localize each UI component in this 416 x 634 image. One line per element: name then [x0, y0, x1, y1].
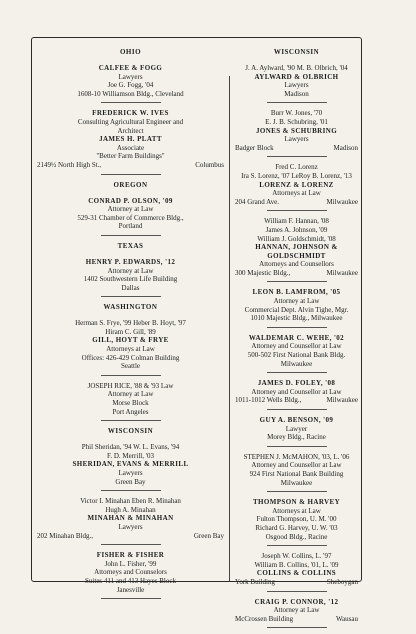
directory-entry	[32, 497, 229, 540]
separator-rule	[267, 545, 327, 546]
entry-line: Attorney at Law	[273, 606, 320, 615]
separator-rule	[267, 210, 327, 211]
separator-rule	[267, 156, 327, 157]
directory-entry	[230, 498, 363, 541]
entry-line: 924 First National Bank Building	[249, 469, 344, 478]
address-city: Green Bay	[193, 531, 224, 540]
entry-line: 500-502 First National Bank Bldg.	[247, 351, 346, 360]
state-header: WASHINGTON	[103, 303, 158, 312]
entry-line: Seattle	[120, 362, 141, 371]
entry-line: Lawyers	[118, 469, 143, 477]
entry-line: William F. Hannan, '08	[264, 217, 329, 226]
firm-name: LORENZ & LORENZ	[259, 180, 334, 189]
entry-line: Attorney at Law	[107, 266, 154, 275]
entry-line: JOSEPH RICE, '88 & '93 Law	[87, 381, 174, 390]
firm-name: CRAIG P. CONNOR, '12	[254, 597, 339, 606]
entry-line: J. A. Aylward, '90 M. B. Olbrich, '04	[245, 64, 348, 72]
entry-line: Hiram C. Gill, '89	[105, 327, 156, 336]
entry-line: Fulton Thompson, U. M. '00	[256, 515, 337, 524]
separator-rule	[267, 446, 327, 447]
firm-name: JONES & SCHUBRING	[255, 126, 338, 135]
address-line	[233, 396, 360, 405]
state-header: TEXAS	[117, 241, 144, 250]
directory-entry	[230, 163, 363, 206]
entry-line: Richard G. Harvey, U. W. '03	[255, 523, 338, 532]
firm-name: JAMES D. FOLEY, '08	[257, 379, 336, 388]
entry-line: Associate	[116, 143, 145, 152]
state-header: OHIO	[119, 48, 142, 56]
firm-name: CALFEE & FOGG	[98, 64, 163, 72]
entry-line: Consulting Agricultural Engineer and	[77, 117, 184, 126]
address-line	[233, 615, 360, 624]
entry-line: Attorney and Counsellor at Law	[251, 342, 342, 351]
directory-entry	[32, 109, 229, 169]
entry-line: E. J. B. Schubring, '01	[265, 117, 328, 126]
separator-rule	[101, 296, 161, 297]
entry-line: Portland	[118, 222, 143, 231]
entry-line: Attorneys and Counselors	[94, 568, 167, 577]
firm-name: HANNAN, JOHNSON &	[255, 243, 338, 252]
entry-line: Attorney and Counsellor at Law	[251, 387, 342, 396]
entry-line: Victor I. Minahan Eben R. Minahan	[80, 497, 181, 506]
directory-entry	[230, 598, 363, 624]
entry-line: Milwaukee	[280, 359, 313, 368]
directory-entry	[32, 443, 229, 486]
firm-name: FREDERICK W. IVES	[92, 109, 169, 118]
entry-line: Attorneys at Law	[106, 345, 155, 354]
entry-line: Attorney at Law	[107, 390, 154, 399]
firm-name: GOLDSCHMIDT	[267, 251, 326, 260]
firm-name: FISHER & FISHER	[96, 551, 165, 560]
address-city: Milwaukee	[326, 396, 358, 405]
address-left: McCrossen Building	[235, 614, 294, 623]
address-city: Milwaukee	[326, 268, 358, 277]
state-header: WISCONSIN	[273, 48, 320, 56]
address-left: 300 Majestic Bldg.,	[235, 268, 291, 277]
firm-name: MINAHAN & MINAHAN	[87, 514, 174, 523]
entry-line: F. D. Merrill, '03	[107, 451, 154, 460]
entry-line: Morse Block	[112, 399, 149, 408]
entry-line: Hugh A. Minahan	[105, 505, 156, 514]
entry-line: Burr W. Jones, '70	[270, 109, 323, 118]
entry-line: Attorney and Counsellor at Law	[251, 461, 342, 470]
directory-entry	[32, 64, 229, 98]
entry-line: James A. Johnson, '09	[265, 225, 328, 234]
separator-rule	[101, 375, 161, 376]
directory-entry	[230, 334, 363, 368]
address-line	[35, 532, 226, 541]
entry-line: Offices: 426-429 Colman Building	[81, 353, 180, 362]
state-header: WISCONSIN	[107, 427, 154, 436]
entry-line: 1608-10 Williamson Bldg., Cleveland	[77, 89, 184, 98]
entry-line: Suites 411 and 413 Hayes Block	[85, 576, 176, 585]
entry-line: "Better Farm Buildings"	[96, 152, 165, 161]
separator-rule	[101, 598, 161, 599]
entry-line: 529-31 Chamber of Commerce Bldg.,	[77, 213, 184, 222]
directory-entry	[230, 217, 363, 277]
entry-line: Phil Sheridan, '94 W. L. Evans, '94	[81, 443, 180, 452]
directory-frame	[31, 37, 362, 623]
entry-line: Lawyer	[285, 424, 308, 433]
separator-rule	[267, 281, 327, 282]
separator-rule	[267, 627, 327, 628]
entry-line: Attorneys at Law	[272, 506, 321, 515]
address-left: 2149½ North High St.,	[37, 160, 102, 169]
firm-name: COLLINS & COLLINS	[256, 569, 337, 578]
firm-name: LEON B. LAMFROM, '05	[252, 288, 341, 297]
address-line	[35, 161, 226, 170]
address-city: Madison	[333, 143, 358, 152]
entry-line: 1402 Southwestern Life Building	[83, 275, 178, 284]
entry-line: Attorney at Law	[273, 297, 320, 306]
state-header: OREGON	[113, 180, 148, 189]
entry-line: Architect	[117, 126, 144, 135]
separator-rule	[267, 491, 327, 492]
address-city: Columbus	[195, 160, 224, 169]
separator-rule	[267, 327, 327, 328]
firm-name: WALDEMAR C. WEHE, '02	[248, 333, 345, 342]
address-left: Badger Block	[235, 143, 274, 152]
address-city: Milwaukee	[326, 197, 358, 206]
entry-line: William J. Goldschmidt, '08	[257, 234, 336, 243]
separator-rule	[101, 174, 161, 175]
entry-line: Attorneys at Law	[272, 189, 321, 198]
directory-entry	[230, 64, 363, 98]
separator-rule	[267, 591, 327, 592]
firm-name: JAMES H. PLATT	[99, 135, 162, 144]
entry-line: Lawyers	[118, 72, 143, 81]
directory-entry	[230, 416, 363, 442]
firm-name: AYLWARD & OLBRICH	[254, 72, 339, 81]
left-column	[32, 42, 229, 605]
entry-line: Lawyers	[118, 522, 143, 531]
directory-entry	[32, 551, 229, 594]
firm-name: CONRAD P. OLSON, '09	[88, 196, 173, 205]
entry-line: Attorney at Law	[107, 205, 154, 214]
entry-line: Milwaukee	[280, 478, 313, 487]
entry-line: Janesville	[116, 585, 145, 594]
entry-line: Attorneys and Counsellors	[259, 260, 334, 269]
entry-line: Joseph W. Collins, L. '97	[261, 552, 332, 561]
address-left: 202 Minahan Bldg.,	[37, 531, 93, 540]
directory-entry	[32, 197, 229, 231]
separator-rule	[101, 235, 161, 236]
entry-line: John L. Fisher, '99	[104, 559, 157, 568]
separator-rule	[101, 490, 161, 491]
directory-entry	[230, 379, 363, 405]
firm-name: GILL, HOYT & FRYE	[92, 336, 169, 345]
address-line	[233, 269, 360, 278]
firm-name: THOMPSON & HARVEY	[252, 498, 341, 507]
address-line	[233, 144, 360, 153]
separator-rule	[267, 372, 327, 373]
address-left: York Building	[235, 577, 275, 586]
entry-line: Port Angeles	[112, 407, 149, 416]
directory-entry	[230, 552, 363, 586]
separator-rule	[101, 102, 161, 103]
address-left: 204 Grand Ave.	[235, 197, 279, 206]
address-city: Wausau	[336, 614, 358, 623]
directory-entry	[230, 453, 363, 487]
entry-line: William B. Collins, '01, L. '09	[254, 560, 339, 569]
directory-entry	[32, 319, 229, 371]
entry-line: Dallas	[121, 283, 140, 292]
address-city: Sheboygan	[326, 577, 358, 586]
directory-entry	[230, 288, 363, 322]
entry-line: Madison	[284, 89, 309, 98]
entry-line: Herman S. Frye, '99 Heber B. Hoyt, '97	[75, 319, 186, 328]
address-line	[233, 578, 360, 587]
firm-name: HENRY P. EDWARDS, '12	[85, 257, 176, 266]
entry-line: Osgood Bldg., Racine	[265, 532, 328, 541]
firm-name: GUY A. BENSON, '09	[259, 416, 334, 424]
directory-entry	[32, 382, 229, 416]
entry-line: STEPHEN J. McMAHON, '03, L. '06	[243, 452, 350, 461]
separator-rule	[101, 420, 161, 421]
directory-entry	[230, 109, 363, 152]
directory-entry	[32, 258, 229, 292]
entry-line: Fred C. Lorenz	[275, 163, 318, 172]
entry-line: Lawyers	[284, 135, 309, 144]
entry-line: Ira S. Lorenz, '07 LeRoy B. Lorenz, '13	[241, 171, 352, 180]
separator-rule	[267, 409, 327, 410]
entry-line: Green Bay	[115, 477, 146, 486]
right-column	[230, 42, 363, 634]
entry-line: 1010 Majestic Bldg., Milwaukee	[250, 314, 343, 323]
entry-line: Joe G. Fogg, '04	[107, 81, 154, 90]
address-line	[233, 198, 360, 207]
address-left: 1011-1012 Wells Bldg.,	[235, 396, 302, 405]
separator-rule	[101, 544, 161, 545]
separator-rule	[267, 102, 327, 103]
entry-line: Morey Bldg., Racine	[267, 433, 326, 442]
entry-line: Commercial Dept. Alvin Tighe, Mgr.	[244, 305, 349, 314]
firm-name: SHERIDAN, EVANS & MERRILL	[72, 460, 189, 469]
entry-line: Lawyers	[284, 81, 309, 90]
